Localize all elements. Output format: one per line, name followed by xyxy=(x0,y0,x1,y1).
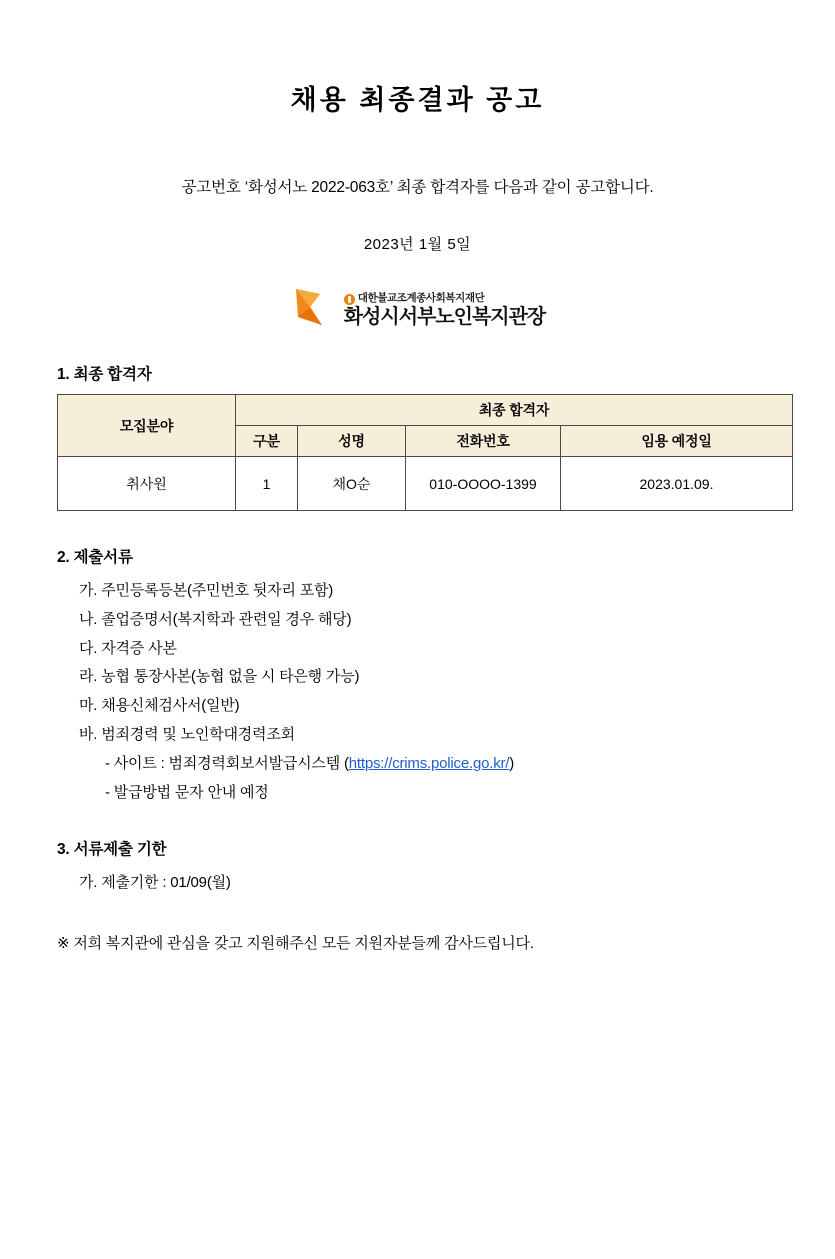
cell-start-date: 2023.01.09. xyxy=(561,457,793,511)
deadline-list xyxy=(57,869,778,898)
page-title: 채용 최종결과 공고 xyxy=(290,85,545,115)
section-heading-1: 1. 최종 합격자 xyxy=(57,366,152,383)
section-heading-3: 3. 서류제출 기한 xyxy=(57,841,167,859)
sub-item-prefix: - 발급방법 문자 안내 예정 xyxy=(105,783,269,801)
foundation-row xyxy=(344,293,485,305)
announcement-date: 2023년 1월 5일 xyxy=(363,236,472,253)
documents-list xyxy=(57,577,778,807)
table-header-row-top xyxy=(58,395,793,426)
cell-phone: 010-OOOO-1399 xyxy=(406,457,561,511)
document-page xyxy=(0,78,835,1259)
sub-list-item-method xyxy=(57,779,778,808)
foundation-name: 대한불교조계종사회복지재단 xyxy=(357,292,485,305)
column-header-name: 성명 xyxy=(298,426,406,457)
column-header-gubun: 구분 xyxy=(236,426,298,457)
organization-text xyxy=(344,293,546,330)
final-successful-applicants-table xyxy=(57,394,793,511)
list-item: 라. 농협 통장사본(농협 없을 시 타은행 가능) xyxy=(79,668,360,686)
jogye-order-circle-icon xyxy=(344,294,355,305)
organization-name: 화성시서부노인복지관장 xyxy=(343,306,546,328)
crims-link[interactable]: https://crims.police.go.kr/ xyxy=(348,754,510,772)
column-header-phone: 전화번호 xyxy=(406,426,561,457)
orange-star-logo-icon xyxy=(290,284,336,330)
sub-list-item-site xyxy=(57,750,778,779)
list-item: 가. 주민등록등본(주민번호 뒷자리 포함) xyxy=(79,582,334,599)
table-row xyxy=(58,457,793,511)
cell-gubun: 1 xyxy=(236,457,298,511)
cell-field: 취사원 xyxy=(58,457,236,511)
cell-name: 채O순 xyxy=(298,457,406,511)
sub-item-prefix: - 사이트 : 범죄경력회보서발급시스템 ( xyxy=(105,754,349,772)
sub-item-suffix: ) xyxy=(509,754,515,772)
list-item: 가. 제출기한 : 01/09(월) xyxy=(79,874,231,892)
column-header-field: 모집분야 xyxy=(58,395,236,457)
list-item: 바. 범죄경력 및 노인학대경력조회 xyxy=(79,725,295,743)
list-item: 다. 자격증 사본 xyxy=(79,639,177,657)
list-item: 나. 졸업증명서(복지학과 관련일 경우 해당) xyxy=(79,610,352,628)
section-heading-2: 2. 제출서류 xyxy=(57,549,133,566)
footer-note: ※ 저희 복지관에 관심을 갖고 지원해주신 모든 지원자분들께 감사드립니다. xyxy=(57,935,534,953)
list-item: 마. 채용신체검사서(일반) xyxy=(79,697,240,715)
column-header-start-date: 임용 예정일 xyxy=(561,426,793,457)
announcement-intro: 공고번호 ‘화성서노 2022-063호’ 최종 합격자를 다음과 같이 공고합니다. xyxy=(181,179,654,196)
column-header-group: 최종 합격자 xyxy=(236,395,793,426)
organization-block xyxy=(57,284,778,330)
